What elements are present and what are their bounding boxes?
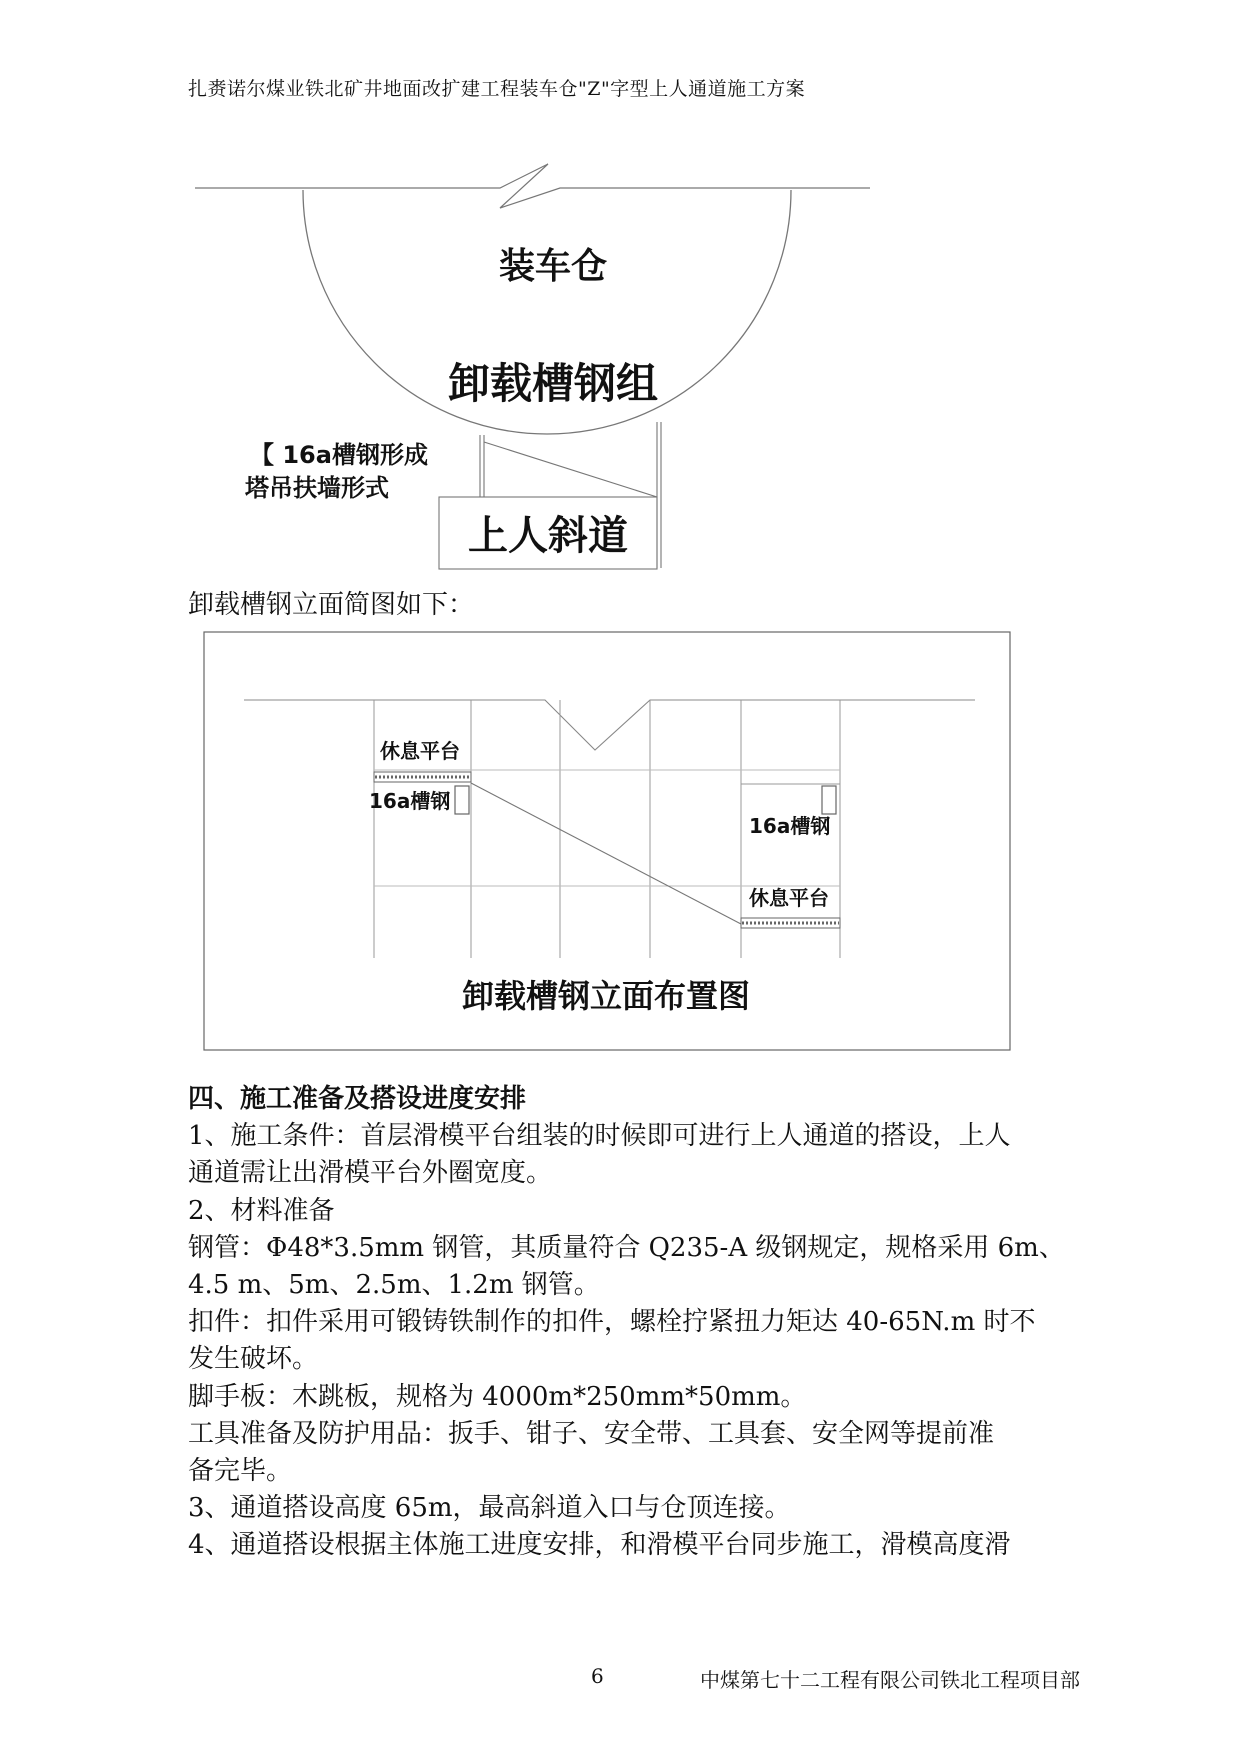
- page-header-title: 扎赉诺尔煤业铁北矿井地面改扩建工程装车仓"Z"字型上人通道施工方案: [188, 78, 806, 100]
- paragraph-3-line-1: 钢管：Φ48*3.5mm 钢管，其质量符合 Q235-A 级钢规定，规格采用 6m、: [188, 1232, 1065, 1263]
- elevation-wall-line: [244, 700, 975, 750]
- bin-label: 装车仓: [498, 246, 608, 287]
- wall-top-line: [195, 164, 870, 208]
- right-channel-steel: [822, 786, 836, 814]
- left-platform-label: 休息平台: [380, 739, 460, 763]
- ramp-diagonal: [484, 442, 657, 497]
- body-text: [188, 1081, 1113, 1565]
- elevation-title: 卸载槽钢立面布置图: [461, 977, 751, 1015]
- paragraph-1-line-2: 通道需让出滑模平台外圈宽度。: [188, 1158, 553, 1189]
- paragraph-5: 脚手板：木跳板，规格为 4000m*250mm*50mm。: [188, 1381, 807, 1412]
- elevation-intro-caption: 卸载槽钢立面简图如下：: [188, 590, 475, 620]
- bin-ramp-diagram: [0, 150, 1241, 580]
- channel-note-line2: 塔吊扶墙形式: [245, 474, 389, 502]
- paragraph-4-line-1: 扣件：扣件采用可锻铸铁制作的扣件，螺栓拧紧扭力矩达 40-65N.m 时不: [188, 1307, 1036, 1338]
- right-platform-label: 休息平台: [749, 886, 829, 910]
- channel-note-line1: 【 16a槽钢形成: [250, 441, 428, 469]
- left-channel-label: 16a槽钢: [369, 789, 451, 813]
- left-channel-steel: [455, 786, 469, 814]
- section-title: 四、施工准备及搭设进度安排: [188, 1084, 527, 1114]
- ramp-label: 上人斜道: [468, 513, 628, 559]
- paragraph-6-line-2: 备完毕。: [188, 1456, 293, 1487]
- paragraph-8: 4、通道搭设根据主体施工进度安排，和滑模平台同步施工，滑模高度滑: [188, 1530, 1011, 1561]
- paragraph-3-line-2: 4.5 m、5m、2.5m、1.2m 钢管。: [188, 1270, 600, 1301]
- paragraph-1-line-1: 1、施工条件：首层滑模平台组装的时候即可进行上人通道的搭设，上人: [188, 1121, 1011, 1152]
- paragraph-7: 3、通道搭设高度 65m，最高斜道入口与仓顶连接。: [188, 1493, 791, 1524]
- page-number: 6: [591, 1664, 604, 1688]
- channel-group-label: 卸载槽钢组: [447, 359, 659, 408]
- footer-organization: 中煤第七十二工程有限公司铁北工程项目部: [700, 1668, 1080, 1692]
- elevation-diagram: [0, 620, 1241, 1060]
- paragraph-4-line-2: 发生破坏。: [188, 1344, 319, 1375]
- elevation-ramp-diagonal: [471, 783, 741, 924]
- paragraph-6-line-1: 工具准备及防护用品：扳手、钳子、安全带、工具套、安全网等提前准: [188, 1418, 995, 1449]
- right-channel-label: 16a槽钢: [749, 814, 831, 838]
- paragraph-2: 2、材料准备: [188, 1195, 335, 1226]
